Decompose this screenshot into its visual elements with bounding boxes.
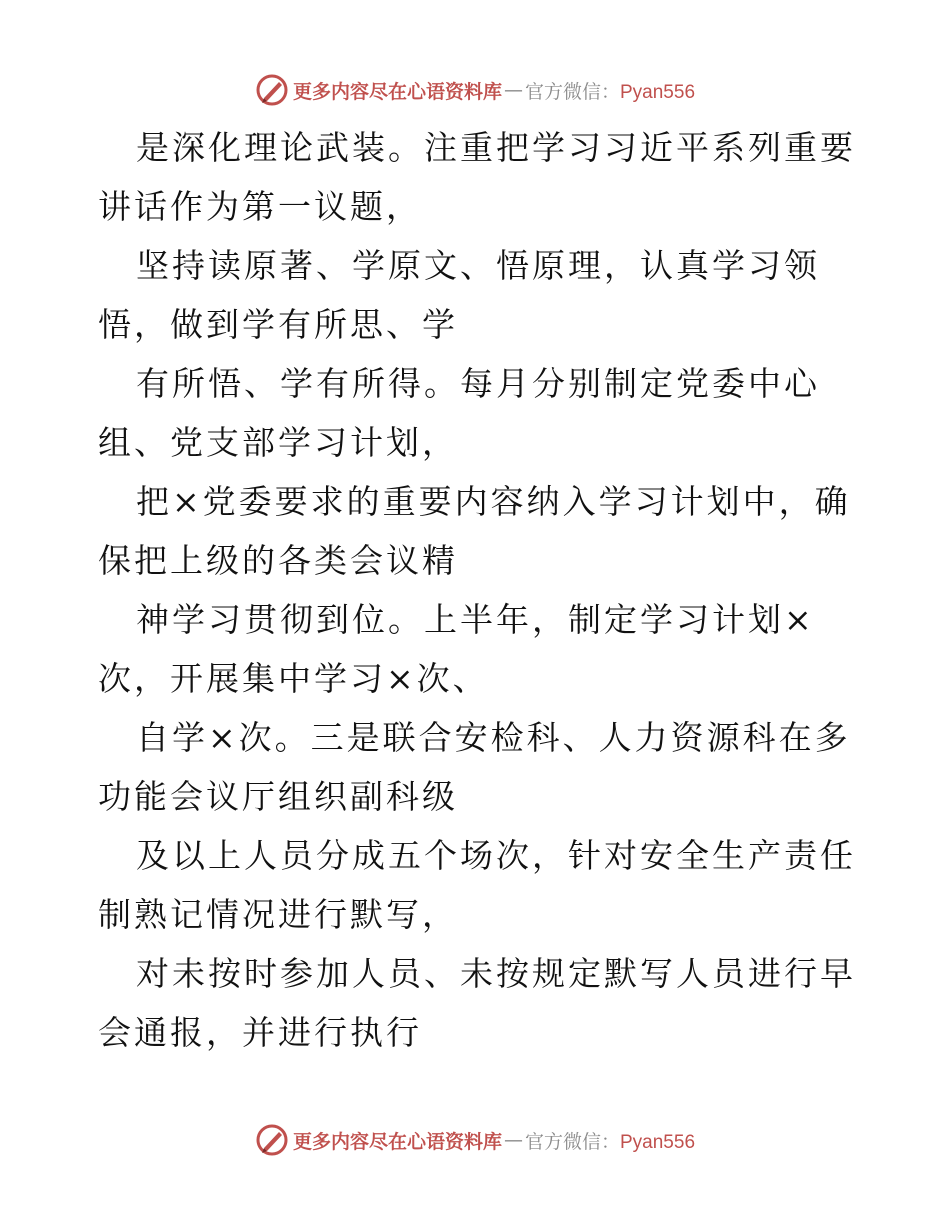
- watermark-dash: —: [503, 1129, 523, 1151]
- paragraph: 对未按时参加人员、未按规定默写人员进行早会通报，并进行执行: [98, 954, 856, 1052]
- watermark-sub-text: 官方微信：: [524, 80, 620, 103]
- paragraph: 有所悟、学有所得。每月分别制定党委中心组、党支部学习计划，: [98, 364, 820, 462]
- watermark-sub-text: 官方微信：: [524, 1130, 620, 1153]
- paragraph: 是深化理论武装。注重把学习习近平系列重要讲话作为第一议题，: [98, 128, 856, 226]
- paragraph: 坚持读原著、学原文、悟原理，认真学习领悟，做到学有所思、学: [98, 246, 820, 344]
- watermark-dash: —: [503, 79, 523, 101]
- footer-watermark: [0, 1120, 950, 1160]
- quill-pen-logo-icon: [255, 1123, 289, 1157]
- watermark-wechat-id: Pyan556: [620, 1131, 696, 1153]
- watermark-sub: [525, 1127, 695, 1154]
- document-body: [98, 118, 858, 1062]
- watermark-main-text: 更多内容尽在心语资料库: [292, 80, 502, 103]
- paragraph: 把×党委要求的重要内容纳入学习计划中，确保把上级的各类会议精: [98, 482, 851, 580]
- paragraph: 神学习贯彻到位。上半年，制定学习计划×次，开展集中学习×次、: [98, 600, 815, 698]
- watermark-main-text: 更多内容尽在心语资料库: [292, 1130, 502, 1153]
- paragraph: 自学×次。三是联合安检科、人力资源科在多功能会议厅组织副科级: [98, 718, 851, 816]
- paragraph: 及以上人员分成五个场次，针对安全生产责任制熟记情况进行默写，: [98, 836, 856, 934]
- watermark-sub: [525, 77, 695, 104]
- header-watermark: [0, 70, 950, 110]
- quill-pen-logo-icon: [255, 73, 289, 107]
- watermark-wechat-id: Pyan556: [620, 81, 696, 103]
